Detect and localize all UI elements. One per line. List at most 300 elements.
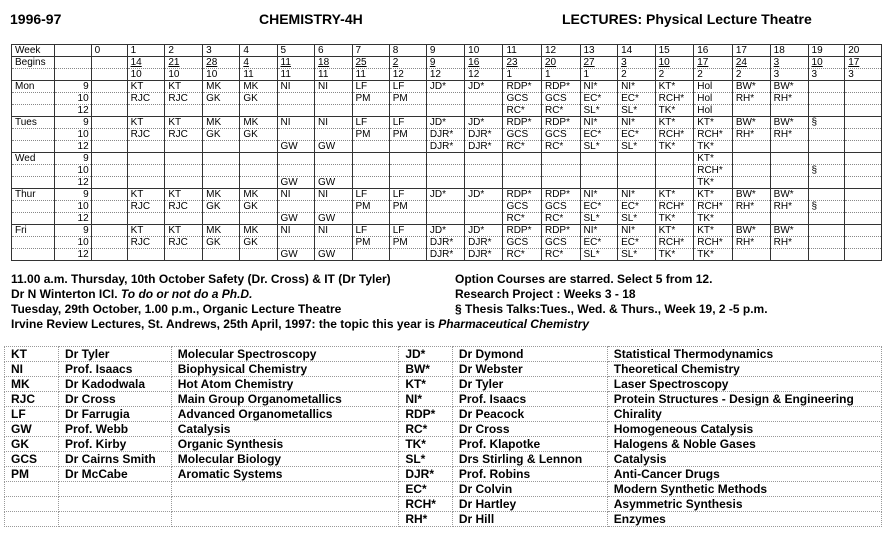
lecture-cell [845, 225, 882, 237]
lecture-cell [277, 129, 314, 141]
option-lecturer: Dr Cross [452, 422, 607, 437]
lecture-cell: TK* [655, 105, 694, 117]
timetable-row [12, 129, 882, 141]
lecture-cell: GW [277, 177, 314, 189]
week-number: 19 [808, 45, 845, 57]
lecture-cell: KT [127, 117, 165, 129]
week-number: 4 [240, 45, 277, 57]
lecture-cell: RCH* [655, 129, 694, 141]
timetable-row [12, 93, 882, 105]
timetable-grid [11, 44, 882, 261]
lecture-cell [808, 129, 845, 141]
lecture-cell: NI* [618, 117, 656, 129]
lecture-cell: GCS [541, 237, 580, 249]
lecture-cell [426, 201, 464, 213]
begins-day: 9 [426, 57, 464, 69]
lecture-cell [808, 237, 845, 249]
lecture-cell: RDP* [503, 189, 542, 201]
begins-day: 24 [732, 57, 770, 69]
lecture-cell: DJR* [465, 249, 503, 261]
timetable-row [12, 45, 882, 57]
lecture-cell [732, 105, 770, 117]
lecture-cell [845, 201, 882, 213]
lecture-cell [503, 165, 542, 177]
lecture-cell [845, 165, 882, 177]
option-lecturer: Dr Webster [452, 362, 607, 377]
lecture-cell [240, 177, 277, 189]
option-lecturer: Prof. Klapotke [452, 437, 607, 452]
hour-label: 10 [54, 165, 91, 177]
lecture-cell: RC* [503, 105, 542, 117]
lecture-cell: MK [240, 81, 277, 93]
lecture-cell [91, 201, 127, 213]
lecture-cell [426, 213, 464, 225]
hour-label: 9 [54, 81, 91, 93]
lecture-cell [845, 177, 882, 189]
week-number: 18 [770, 45, 808, 57]
week-number: 13 [580, 45, 618, 57]
lecture-cell: NI [277, 189, 314, 201]
lecture-cell: RDP* [541, 81, 580, 93]
lecturer-name: Prof. Webb [59, 422, 172, 437]
lecture-cell: PM [352, 237, 389, 249]
begins-month: 12 [465, 69, 503, 81]
lecture-cell: KT [165, 81, 203, 93]
lecture-cell [277, 105, 314, 117]
key-row [5, 482, 882, 497]
hour-label: 10 [54, 129, 91, 141]
option-lecturer: Dr Tyler [452, 377, 607, 392]
lecture-cell [277, 201, 314, 213]
lecture-cell: KT [127, 81, 165, 93]
lecture-cell: MK [203, 225, 240, 237]
lecture-cell [127, 153, 165, 165]
lecture-cell [127, 165, 165, 177]
lecture-cell: § [808, 117, 845, 129]
lecture-cell: BW* [770, 81, 808, 93]
lecture-cell [91, 93, 127, 105]
lecture-cell: JD* [465, 117, 503, 129]
lecture-cell [352, 141, 389, 153]
lecture-cell: § [808, 201, 845, 213]
note-line: Research Project : Weeks 3 - 18 [455, 287, 636, 301]
option-code: SL* [399, 452, 453, 467]
option-lecturer: Prof. Isaacs [452, 392, 607, 407]
begins-spacer [54, 69, 91, 81]
lecture-cell: GW [277, 249, 314, 261]
week-number: 1 [127, 45, 165, 57]
lecture-cell [426, 165, 464, 177]
course-subject: Biophysical Chemistry [171, 362, 399, 377]
lecture-cell: RC* [541, 249, 580, 261]
hour-label: 12 [54, 213, 91, 225]
key-row [5, 512, 882, 527]
option-lecturer: Dr Dymond [452, 347, 607, 362]
lecture-cell: GCS [503, 201, 542, 213]
week-label: Week [12, 45, 55, 57]
lecture-cell: JD* [426, 81, 464, 93]
lecture-cell: § [808, 165, 845, 177]
option-lecturer: Prof. Robins [452, 467, 607, 482]
lecture-cell: LF [352, 225, 389, 237]
lecture-cell [389, 249, 426, 261]
lecture-cell [426, 153, 464, 165]
lecture-cell: NI* [580, 189, 618, 201]
option-code: RDP* [399, 407, 453, 422]
option-subject: Homogeneous Catalysis [607, 422, 881, 437]
lecture-cell [503, 153, 542, 165]
lecture-cell [91, 117, 127, 129]
lecture-cell [315, 237, 352, 249]
course-code: NI [5, 362, 59, 377]
lecture-cell: NI* [618, 81, 656, 93]
lecture-cell [91, 141, 127, 153]
begins-month: 11 [277, 69, 314, 81]
lecturer-name [59, 512, 172, 527]
lecture-cell: KT [165, 225, 203, 237]
lecture-cell [580, 165, 618, 177]
lecture-cell [127, 213, 165, 225]
lecture-cell: RH* [770, 129, 808, 141]
lecture-cell [618, 165, 656, 177]
lecture-cell [315, 105, 352, 117]
lecture-cell [127, 105, 165, 117]
lecture-cell: GK [203, 237, 240, 249]
lecture-cell: KT* [694, 153, 733, 165]
lecture-cell: KT [127, 225, 165, 237]
day-label: Mon [12, 81, 55, 93]
note-line: § Thesis Talks:Tues., Wed. & Thurs., Week 19, 2 -5 p.m. [455, 302, 768, 316]
day-spacer [12, 93, 55, 105]
lecture-cell [91, 105, 127, 117]
lecture-cell: RCH* [655, 237, 694, 249]
key-row [5, 392, 882, 407]
lecture-cell [240, 249, 277, 261]
hour-label: 10 [54, 237, 91, 249]
week-number: 0 [91, 45, 127, 57]
lecture-cell [315, 93, 352, 105]
lecture-cell: DJR* [465, 129, 503, 141]
lecture-cell: PM [389, 129, 426, 141]
lecture-cell: EC* [618, 93, 656, 105]
timetable-row [12, 201, 882, 213]
lecture-cell: RC* [503, 141, 542, 153]
lecture-cell [203, 165, 240, 177]
key-row [5, 377, 882, 392]
lecture-cell: RJC [165, 201, 203, 213]
lecture-cell: SL* [618, 249, 656, 261]
lecture-cell: GK [203, 201, 240, 213]
course-subject: Molecular Biology [171, 452, 399, 467]
lecture-cell: GK [203, 129, 240, 141]
lecture-cell: RH* [732, 129, 770, 141]
lecture-venue: LECTURES: Physical Lecture Theatre [562, 11, 812, 27]
lecture-cell: MK [240, 189, 277, 201]
begins-month: 11 [352, 69, 389, 81]
lecture-cell: SL* [580, 249, 618, 261]
lecture-cell [732, 213, 770, 225]
lecture-cell: GCS [541, 93, 580, 105]
lecture-cell: LF [352, 117, 389, 129]
lecture-cell: GK [203, 93, 240, 105]
lecture-cell: BW* [732, 189, 770, 201]
timetable-row [12, 105, 882, 117]
lecture-cell [808, 153, 845, 165]
lecture-cell: Hol [694, 105, 733, 117]
begins-label: Begins [12, 57, 55, 69]
lecture-cell: PM [389, 201, 426, 213]
lecture-cell: NI [315, 81, 352, 93]
begins-month: 3 [770, 69, 808, 81]
lecture-cell: MK [203, 81, 240, 93]
lecture-cell [845, 105, 882, 117]
option-code: BW* [399, 362, 453, 377]
begins-day: 18 [315, 57, 352, 69]
lecture-cell [352, 153, 389, 165]
option-lecturer: Dr Colvin [452, 482, 607, 497]
course-code: GK [5, 437, 59, 452]
course-subject: Catalysis [171, 422, 399, 437]
course-subject [171, 497, 399, 512]
lecture-cell: GK [240, 93, 277, 105]
lecture-cell: RH* [732, 93, 770, 105]
lecture-cell: TK* [694, 141, 733, 153]
week-number: 7 [352, 45, 389, 57]
lecture-cell: EC* [580, 237, 618, 249]
lecture-cell [580, 153, 618, 165]
lecture-cell [91, 165, 127, 177]
week-spacer [54, 45, 91, 57]
lecture-cell: RJC [165, 237, 203, 249]
course-subject: Advanced Organometallics [171, 407, 399, 422]
timetable-row [12, 165, 882, 177]
lecture-cell: RJC [127, 93, 165, 105]
hour-label: 12 [54, 177, 91, 189]
lecture-cell [655, 153, 694, 165]
lecture-cell: KT* [694, 225, 733, 237]
lecture-cell: KT* [655, 189, 694, 201]
lecture-cell: GCS [541, 201, 580, 213]
hour-label: 12 [54, 141, 91, 153]
hour-label: 9 [54, 153, 91, 165]
begins-month: 2 [732, 69, 770, 81]
lecture-cell [732, 165, 770, 177]
timetable-row [12, 69, 882, 81]
course-code: GW [5, 422, 59, 437]
lecture-cell: RCH* [655, 93, 694, 105]
lecture-cell [808, 81, 845, 93]
lecture-cell: TK* [655, 249, 694, 261]
lecture-cell: LF [389, 117, 426, 129]
option-subject: Chirality [607, 407, 881, 422]
option-subject: Modern Synthetic Methods [607, 482, 881, 497]
option-lecturer: Drs Stirling & Lennon [452, 452, 607, 467]
option-code: KT* [399, 377, 453, 392]
lecture-cell [808, 141, 845, 153]
lecture-cell [655, 177, 694, 189]
lecture-cell [655, 165, 694, 177]
begins-month [91, 69, 127, 81]
day-label: Tues [12, 117, 55, 129]
lecture-cell: LF [389, 225, 426, 237]
course-subject: Organic Synthesis [171, 437, 399, 452]
lecture-cell: PM [352, 129, 389, 141]
begins-day: 10 [808, 57, 845, 69]
lecture-cell [770, 165, 808, 177]
lecture-cell [770, 141, 808, 153]
lecture-cell [845, 129, 882, 141]
begins-month: 11 [240, 69, 277, 81]
lecture-cell: KT* [694, 117, 733, 129]
lecture-cell: EC* [580, 93, 618, 105]
lecture-cell [845, 141, 882, 153]
week-number: 20 [845, 45, 882, 57]
begins-day: 23 [503, 57, 542, 69]
lecture-cell: KT* [655, 81, 694, 93]
option-subject: Theoretical Chemistry [607, 362, 881, 377]
key-row [5, 437, 882, 452]
week-number: 15 [655, 45, 694, 57]
lecture-cell [465, 177, 503, 189]
lecture-cell [845, 237, 882, 249]
lecture-cell [541, 165, 580, 177]
lecture-cell: JD* [426, 225, 464, 237]
lecture-cell [127, 177, 165, 189]
lecture-cell [240, 141, 277, 153]
lecture-cell: EC* [618, 237, 656, 249]
lecture-cell: RJC [165, 93, 203, 105]
lecture-cell: EC* [618, 129, 656, 141]
lecture-cell [165, 153, 203, 165]
note-line [11, 317, 589, 332]
lecture-cell [352, 249, 389, 261]
timetable-row [12, 225, 882, 237]
course-code: MK [5, 377, 59, 392]
lecture-cell [277, 237, 314, 249]
lecture-cell [91, 129, 127, 141]
begins-month: 3 [845, 69, 882, 81]
lecture-cell [845, 249, 882, 261]
lecture-cell: KT* [655, 225, 694, 237]
lecture-cell [465, 201, 503, 213]
course-code: PM [5, 467, 59, 482]
lecture-cell [127, 141, 165, 153]
lecture-cell: MK [203, 189, 240, 201]
lecture-cell: SL* [618, 141, 656, 153]
lecture-cell: RCH* [694, 165, 733, 177]
lecture-cell: GW [277, 213, 314, 225]
week-number: 10 [465, 45, 503, 57]
lecturer-name: Dr Kadodwala [59, 377, 172, 392]
lecture-cell [389, 153, 426, 165]
begins-month: 10 [203, 69, 240, 81]
key-row [5, 452, 882, 467]
begins-spacer [54, 57, 91, 69]
lecture-cell: RC* [541, 213, 580, 225]
key-row [5, 347, 882, 362]
lecture-cell [240, 213, 277, 225]
lecture-cell: DJR* [426, 141, 464, 153]
week-number: 9 [426, 45, 464, 57]
lecturer-name: Prof. Isaacs [59, 362, 172, 377]
option-code: EC* [399, 482, 453, 497]
lecture-cell: KT* [655, 117, 694, 129]
lecturer-name: Dr Cross [59, 392, 172, 407]
lecture-cell: GW [315, 213, 352, 225]
lecture-cell [165, 105, 203, 117]
lecture-cell: SL* [618, 213, 656, 225]
day-spacer [12, 177, 55, 189]
lecture-cell: PM [389, 237, 426, 249]
lecture-cell: GCS [503, 93, 542, 105]
lecture-cell [277, 93, 314, 105]
lecture-cell: RH* [770, 237, 808, 249]
lecture-cell [91, 189, 127, 201]
week-number: 6 [315, 45, 352, 57]
key-row [5, 422, 882, 437]
lecture-cell [770, 249, 808, 261]
lecturer-name: Dr Farrugia [59, 407, 172, 422]
course-subject: Hot Atom Chemistry [171, 377, 399, 392]
option-subject: Anti-Cancer Drugs [607, 467, 881, 482]
option-subject: Catalysis [607, 452, 881, 467]
begins-spacer [12, 69, 55, 81]
lecture-cell [808, 213, 845, 225]
begins-month: 1 [503, 69, 542, 81]
lecture-cell [315, 129, 352, 141]
day-spacer [12, 249, 55, 261]
begins-day: 21 [165, 57, 203, 69]
lecturer-name: Dr Cairns Smith [59, 452, 172, 467]
begins-month: 10 [165, 69, 203, 81]
lecture-cell: GCS [541, 129, 580, 141]
timetable-row [12, 117, 882, 129]
lecture-cell [389, 105, 426, 117]
lecture-cell: TK* [694, 177, 733, 189]
lecture-cell: JD* [465, 81, 503, 93]
lecture-cell [277, 153, 314, 165]
day-label: Fri [12, 225, 55, 237]
timetable-row [12, 189, 882, 201]
option-code: RH* [399, 512, 453, 527]
lecture-cell: RDP* [503, 81, 542, 93]
lecture-cell: JD* [426, 189, 464, 201]
lecture-cell [732, 153, 770, 165]
lecture-cell: BW* [770, 189, 808, 201]
lecture-cell: RC* [503, 249, 542, 261]
lecture-cell: DJR* [465, 141, 503, 153]
begins-day: 27 [580, 57, 618, 69]
lecture-cell: MK [240, 117, 277, 129]
lecture-cell: RDP* [503, 117, 542, 129]
lecture-cell [277, 165, 314, 177]
lecture-cell [91, 153, 127, 165]
course-code: GCS [5, 452, 59, 467]
lecture-cell: GK [240, 201, 277, 213]
course-subject: Main Group Organometallics [171, 392, 399, 407]
lecture-cell: JD* [465, 189, 503, 201]
begins-day: 25 [352, 57, 389, 69]
lecture-cell: MK [203, 117, 240, 129]
lecture-cell [91, 225, 127, 237]
option-subject: Halogens & Noble Gases [607, 437, 881, 452]
begins-day: 10 [655, 57, 694, 69]
lecture-cell [465, 165, 503, 177]
lecture-cell: BW* [770, 117, 808, 129]
lecture-cell: RDP* [541, 225, 580, 237]
lecture-cell [352, 105, 389, 117]
timetable-row [12, 249, 882, 261]
